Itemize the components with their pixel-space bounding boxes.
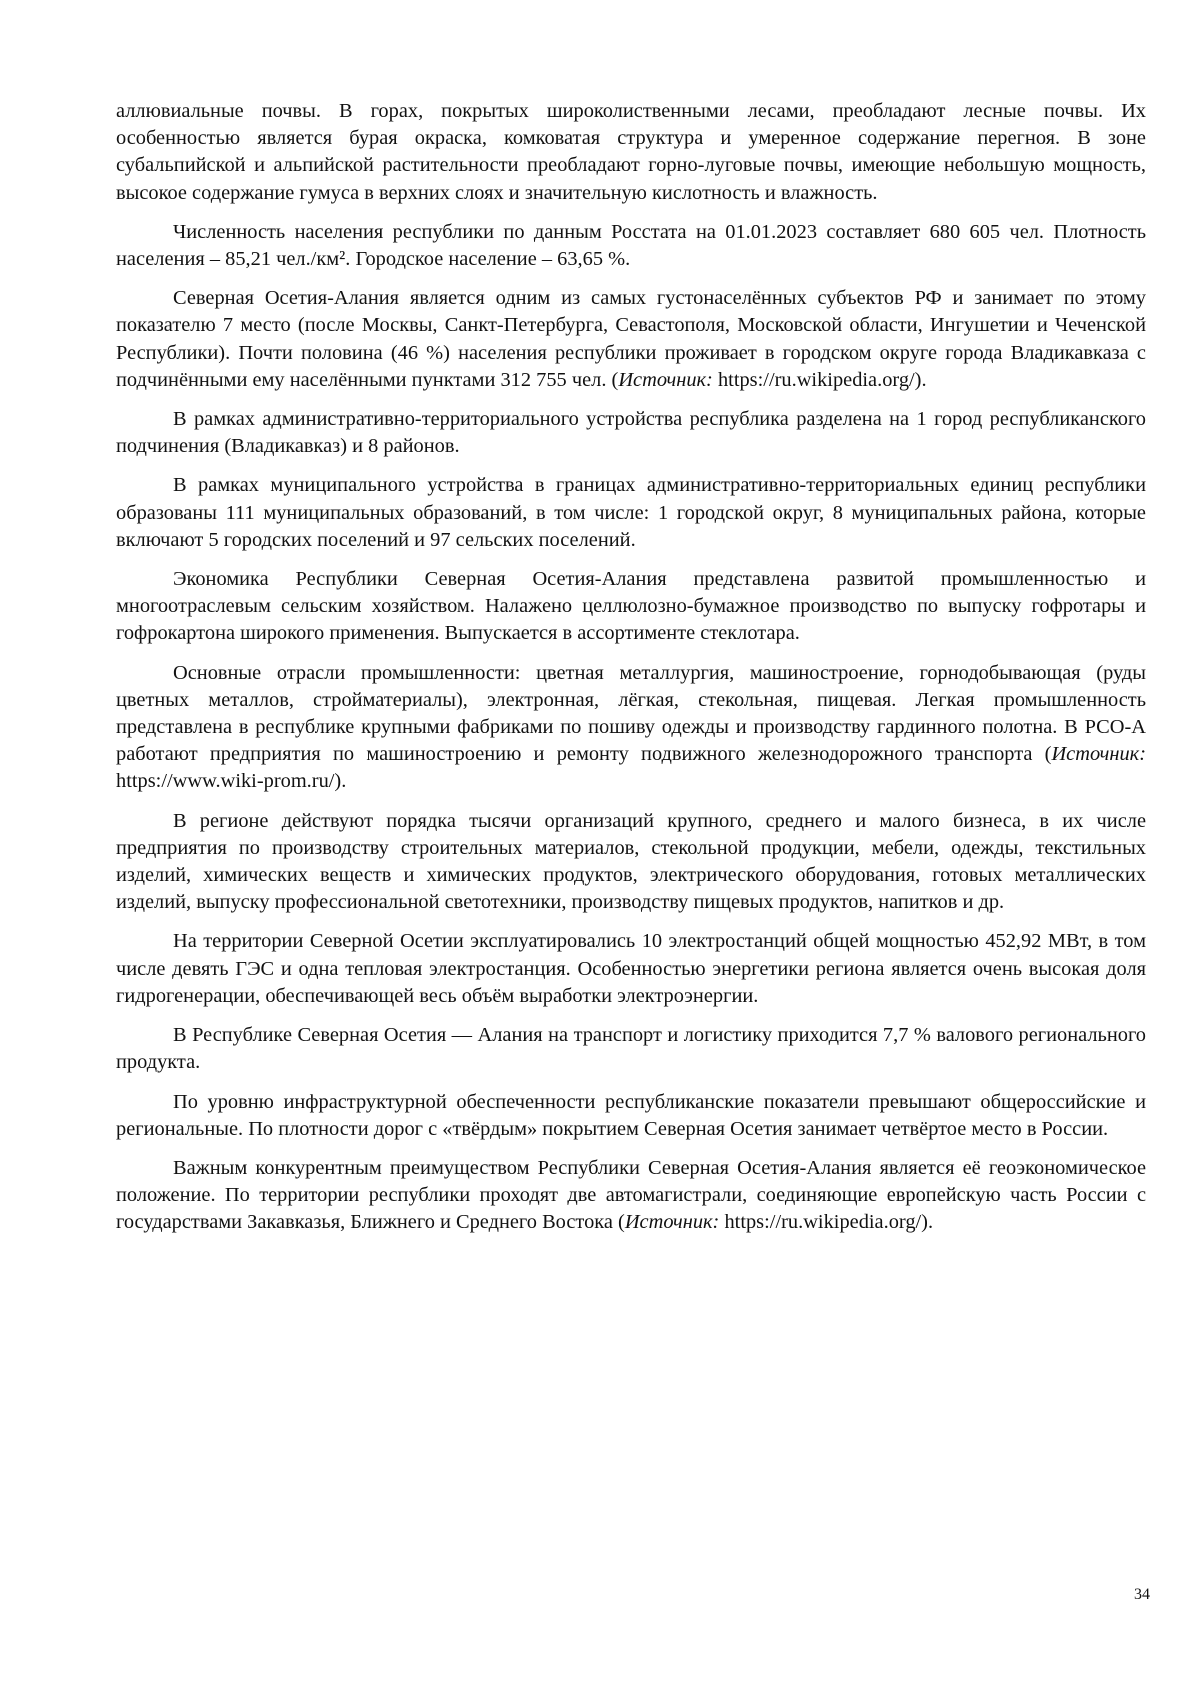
paragraph-infrastructure <box>116 1089 1146 1143</box>
document-body <box>116 98 1146 1249</box>
paragraph-business <box>116 808 1146 917</box>
paragraph-text: https://ru.wikipedia.org/). <box>712 368 927 391</box>
paragraph-text: На территории Северной Осетии эксплуатировались 10 электростанций общей мощностью 452,92 МВт, в том числе девять ГЭС и одна тепловая электростанция. Особенностью энергетики региона является очень высокая доля гидрогенерации, обеспечивающей весь объём выработки электроэнергии. <box>116 930 1146 1007</box>
source-label: Источник: <box>618 368 713 391</box>
paragraph-text: Северная Осетия-Алания является одним из самых густонаселённых субъектов РФ и занимает по этому показателю 7 место (после Москвы, Санкт-Петербурга, Севастополя, Московской области, Ингушетии и Чеченской Республики). Почти половина (46 %) населения республики проживает в городском округе города Владикавказа с подчинёнными ему населёнными пунктами 312 755 чел. ( <box>116 287 1146 391</box>
paragraph-text: По уровню инфраструктурной обеспеченности республиканские показатели превышают общероссийские и региональные. По плотности дорог с «твёрдым» покрытием Северная Осетия занимает четвёртое место в России. <box>116 1090 1146 1140</box>
source-label: Источник: <box>624 1211 720 1234</box>
paragraph-municipal <box>116 472 1146 554</box>
paragraph-text: В Республике Северная Осетия — Алания на транспорт и логистику приходится 7,7 % валового регионального продукта. <box>116 1024 1146 1074</box>
paragraph-transport <box>116 1022 1146 1076</box>
paragraph-text: В регионе действуют порядка тысячи организаций крупного, среднего и малого бизнеса, в их числе предприятия по производству строительных материалов, стекольной продукции, мебели, одежды, текстильных изделий, химических веществ и химических продуктов, электрического оборудования, готовых металлических изделий, выпуску профессиональной светотехники, производству пищевых продуктов, напитков и др. <box>116 809 1146 914</box>
paragraph-density <box>116 285 1146 394</box>
paragraph-text: В рамках муниципального устройства в границах административно-территориальных единиц республики образованы 111 муниципальных образований, в том числе: 1 городской округ, 8 муниципальных района, которые включают 5 городских поселений и 97 сельских поселений. <box>116 474 1146 551</box>
page-number: 34 <box>1134 1586 1150 1603</box>
paragraph-industries <box>116 660 1146 796</box>
source-label: Источник: <box>1051 743 1146 766</box>
paragraph-text: аллювиальные почвы. В горах, покрытых широколиственными лесами, преобладают лесные почвы. Их особенностью является бурая окраска, комковатая структура и умеренное содержание перегноя. В зоне субальпийской и альпийской растительности преобладают горно-луговые почвы, имеющие небольшую мощность, высокое содержание гумуса в верхних слоях и значительную кислотность и влажность. <box>116 100 1146 204</box>
paragraph-text: Важным конкурентным преимуществом Республики Северная Осетия-Алания является её геоэкономическое положение. По территории республики проходят две автомагистрали, соединяющие европейскую часть России с государствами Закавказья, Ближнего и Среднего Востока ( <box>116 1156 1146 1234</box>
paragraph-text: В рамках административно-территориального устройства республика разделена на 1 город республиканского подчинения (Владикавказ) и 8 районов. <box>116 408 1146 458</box>
paragraph-text: Основные отрасли промышленности: цветная металлургия, машиностроение, горнодобывающая (руды цветных металлов, стройматериалы), электронная, лёгкая, стекольная, пищевая. Легкая промышленность представлена в республике крупными фабриками по пошиву одежды и производству гардинного полотна. В РСО-А работают предприятия по машиностроению и ремонту подвижного железнодорожного транспорта ( <box>116 661 1146 766</box>
paragraph-economy <box>116 566 1146 648</box>
paragraph-population <box>116 219 1146 273</box>
paragraph-text: Экономика Республики Северная Осетия-Алания представлена развитой промышленностью и многоотраслевым сельским хозяйством. Налажено целлюлозно-бумажное производство по выпуску гофротары и гофрокартона широкого применения. Выпускается в ассортименте стеклотара. <box>116 568 1146 645</box>
paragraph-energy <box>116 928 1146 1010</box>
paragraph-text: https://www.wiki-prom.ru/). <box>116 770 347 793</box>
paragraph-text: Численность населения республики по данным Росстата на 01.01.2023 составляет 680 605 чел. Плотность населения – 85,21 чел./км². Городское население – 63,65 %. <box>116 220 1146 271</box>
paragraph-text: https://ru.wikipedia.org/). <box>719 1211 934 1234</box>
paragraph-soils <box>116 98 1146 207</box>
paragraph-admin-division <box>116 406 1146 460</box>
paragraph-geo-economic <box>116 1155 1146 1237</box>
